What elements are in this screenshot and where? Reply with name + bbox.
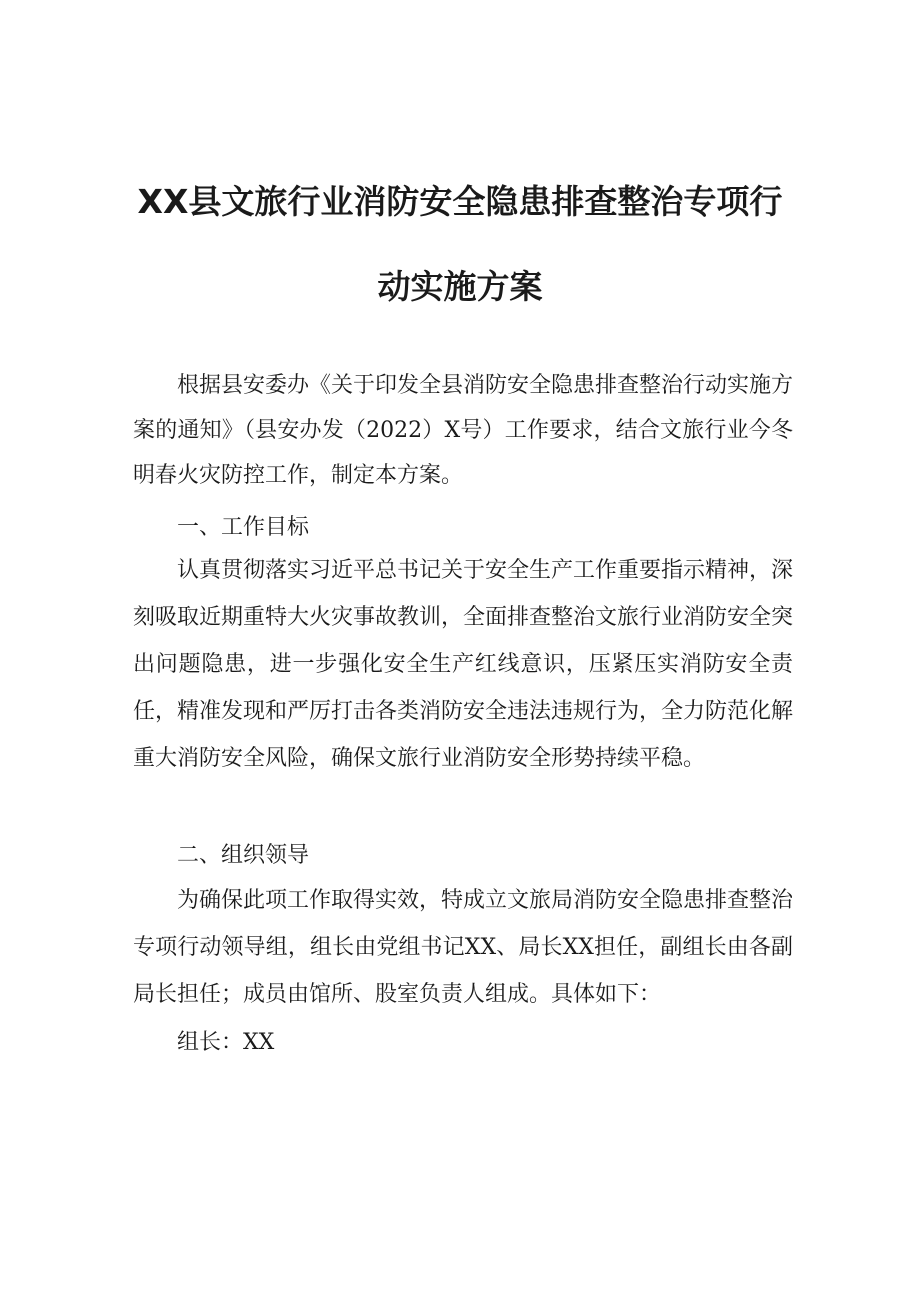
section-body-goals: 认真贯彻落实习近平总书记关于安全生产工作重要指示精神，深刻吸取近期重特大火灾事故教训，全面排查整治文旅行业消防安全突出问题隐患，进一步强化安全生产红线意识，压紧压实消防安全责任，精准发现和严厉打击各类消防安全违法违规行为，全力防范化解重大消防安全风险，确保文旅行业消防安全形势持续平稳。 — [133, 558, 794, 771]
leader-line: 组长：XX — [177, 1030, 275, 1055]
section-heading-organization: 二、组织领导 — [177, 843, 310, 868]
section-body-organization: 为确保此项工作取得实效，特成立文旅局消防安全隐患排查整治专项行动领导组，组长由党组书记XX、局长XX担任，副组长由各副局长担任；成员由馆所、股室负责人组成。具体如下： — [133, 888, 794, 1007]
section-heading-goals: 一、工作目标 — [177, 515, 310, 540]
document-title-line-2: 动实施方案 — [377, 267, 543, 306]
document-title-line-1: XX县文旅行业消防安全隐患排查整治专项行 — [137, 182, 783, 221]
intro-paragraph: 根据县安委办《关于印发全县消防安全隐患排查整治行动实施方案的通知》（县安办发（2022）X号）工作要求，结合文旅行业今冬明春火灾防控工作，制定本方案。 — [133, 373, 794, 488]
